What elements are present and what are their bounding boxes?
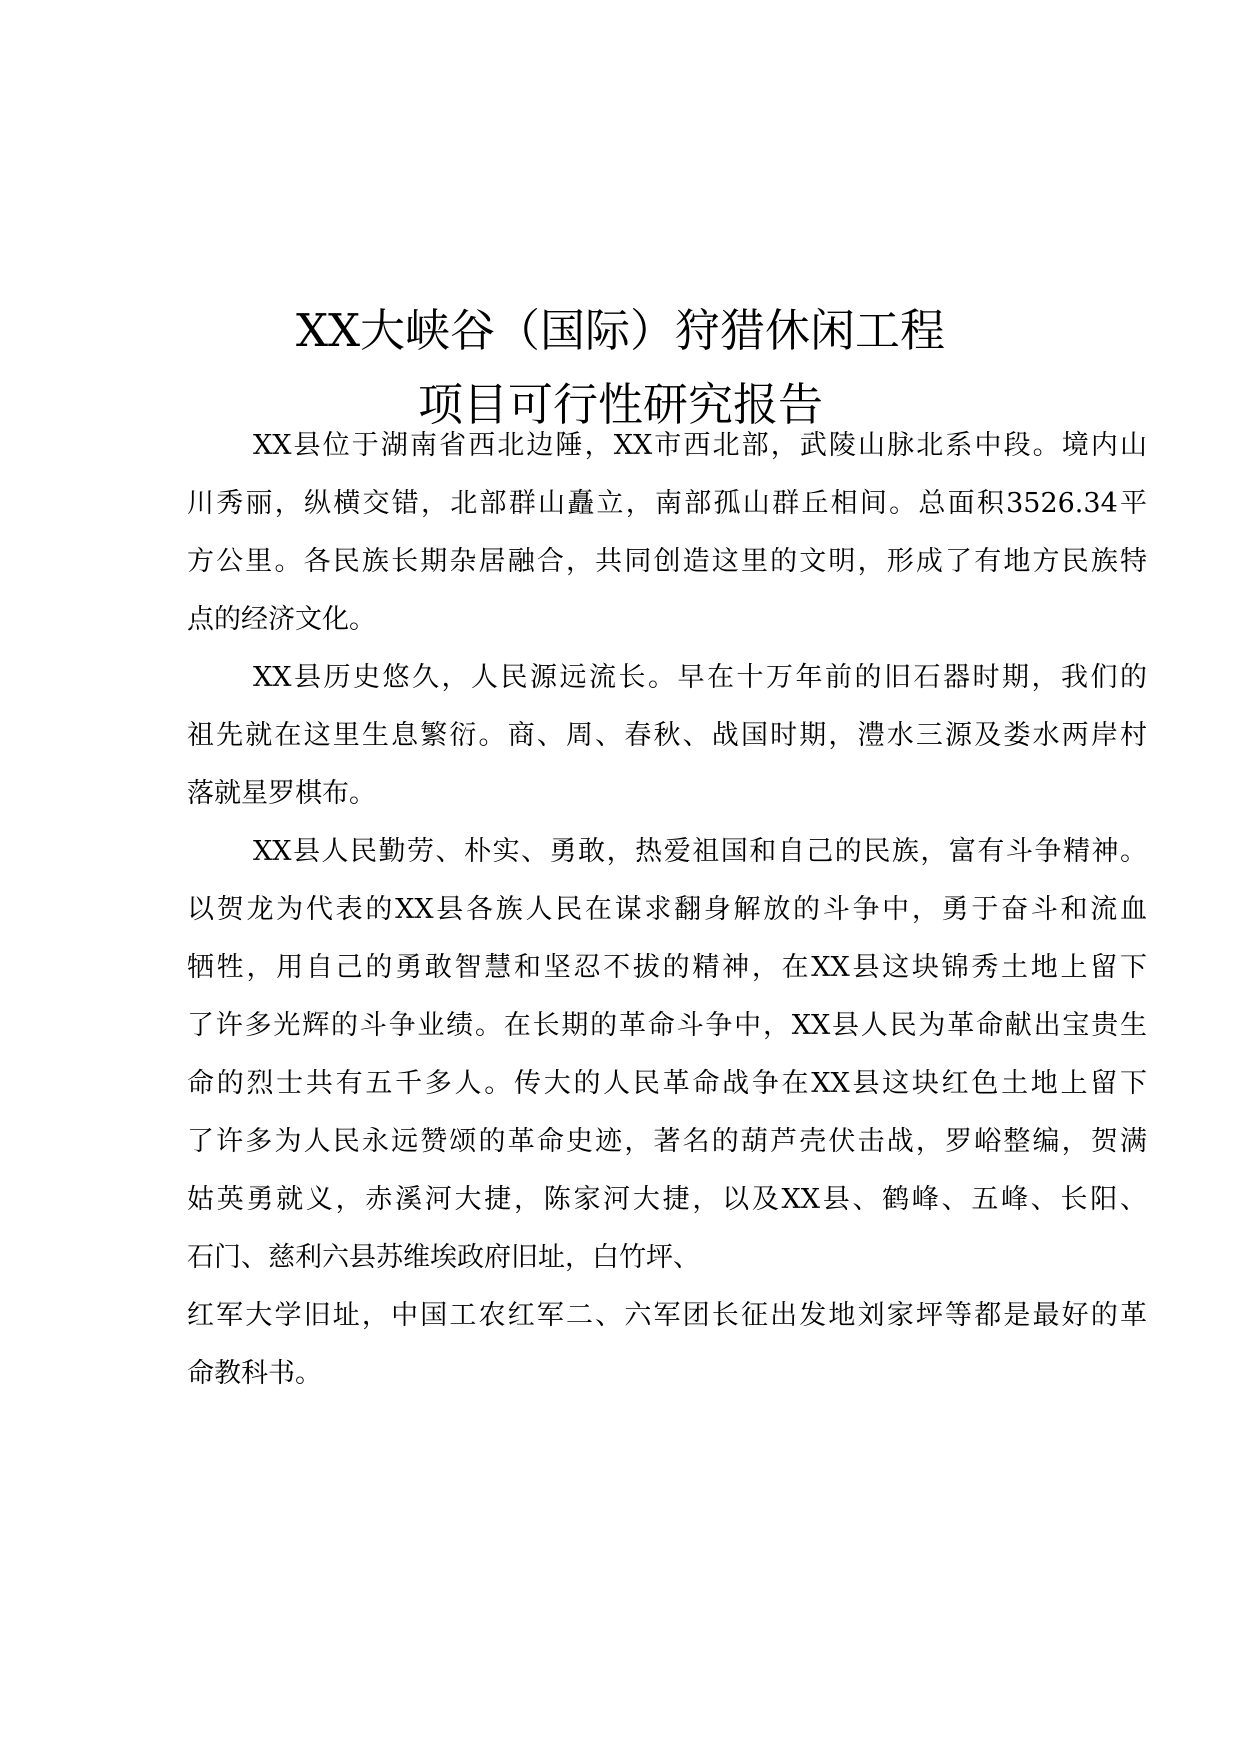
document-title-line-1: XX大峡谷（国际）狩猎休闲工程 — [295, 304, 946, 357]
paragraph-1-line-4: 点的经济文化。 — [187, 604, 376, 635]
paragraph-3-line-7: 姑英勇就义，赤溪河大捷，陈家河大捷，以及XX县、鹤峰、五峰、长阳、 — [187, 1184, 1147, 1215]
paragraph-3-line-6: 了许多为人民永远赞颂的革命史迹，著名的葫芦壳伏击战，罗峪整编，贺满 — [187, 1126, 1147, 1157]
paragraph-1-line-3: 方公里。各民族长期杂居融合，共同创造这里的文明，形成了有地方民族特 — [187, 546, 1147, 577]
paragraph-3-line-8: 石门、慈利六县苏维埃政府旧址，白竹坪、 — [187, 1242, 700, 1273]
paragraph-2-line-1: XX县历史悠久，人民源远流长。早在十万年前的旧石器时期，我们的 — [253, 662, 1147, 693]
paragraph-3-line-4: 了许多光辉的斗争业绩。在长期的革命斗争中，XX县人民为革命献出宝贵生 — [187, 1010, 1147, 1041]
paragraph-1-line-1: XX县位于湖南省西北边陲，XX市西北部，武陵山脉北系中段。境内山 — [253, 430, 1147, 461]
paragraph-3-line-1: XX县人民勤劳、朴实、勇敢，热爱祖国和自己的民族，富有斗争精神。 — [253, 836, 1147, 867]
paragraph-3-line-5: 命的烈士共有五千多人。传大的人民革命战争在XX县这块红色土地上留下 — [187, 1068, 1147, 1099]
paragraph-2-line-3: 落就星罗棋布。 — [187, 778, 376, 809]
paragraph-1-line-2: 川秀丽，纵横交错，北部群山矗立，南部孤山群丘相间。总面积3526.34平 — [187, 488, 1147, 519]
paragraph-3-line-2: 以贺龙为代表的XX县各族人民在谋求翻身解放的斗争中，勇于奋斗和流血 — [187, 894, 1147, 925]
document-title-line-2: 项目可行性研究报告 — [417, 378, 823, 431]
paragraph-3-line-10: 命教科书。 — [187, 1358, 322, 1389]
paragraph-3-line-3: 牺牲，用自己的勇敢智慧和坚忍不拔的精神，在XX县这块锦秀土地上留下 — [187, 952, 1147, 983]
paragraph-2-line-2: 祖先就在这里生息繁衍。商、周、春秋、战国时期，澧水三源及娄水两岸村 — [187, 720, 1147, 751]
paragraph-3-line-9: 红军大学旧址，中国工农红军二、六军团长征出发地刘家坪等都是最好的革 — [187, 1300, 1147, 1331]
